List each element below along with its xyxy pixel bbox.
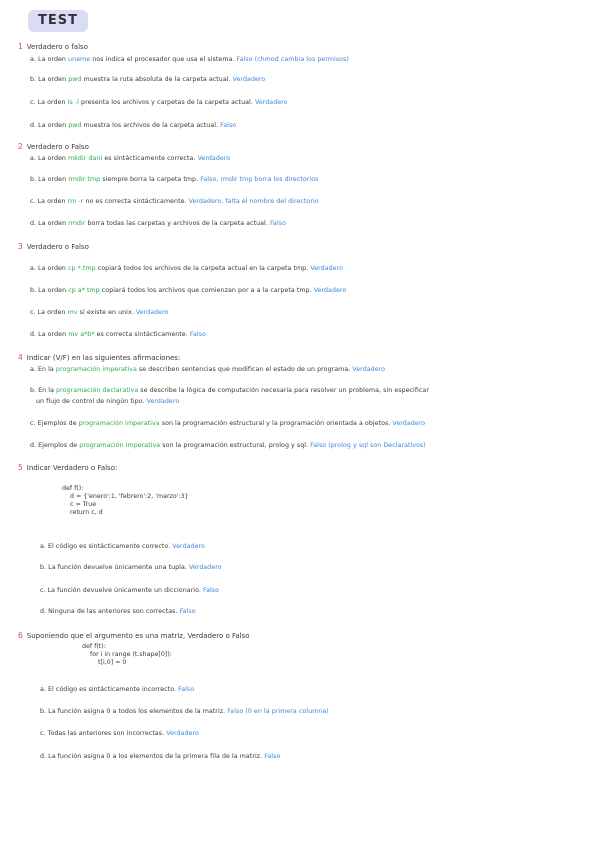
question-2-option-d: d. La orden rmdir borra todas las carpetas y archivos de la carpeta actual. Falso (30, 220, 287, 227)
question-1-option-b: b. La orden pwd muestra la ruta absoluta de la carpeta actual. Verdadero (30, 76, 266, 83)
question-2-heading: 2 Verdadero o Falso (18, 142, 89, 151)
question-number: 4 (18, 353, 23, 362)
question-4-option-d: d. Ejemplos de programación imperativa son la programación estructural, prolog y sql. Falso (prolog y sql son Declarativos) (30, 442, 426, 449)
question-number: 6 (18, 631, 23, 640)
question-6-code-block: def f(t): for i in range (t.shape[0]): t[i,0] = 0 (82, 643, 172, 666)
question-2-option-b: b. La orden rmdir tmp siempre borra la carpeta tmp. Falso, rmdir tmp borra los directorios (30, 176, 319, 183)
question-6-option-d: d. La función asigna 0 a los elementos de la primera fila de la matriz. Falso (40, 753, 281, 760)
question-5-option-a: a. El código es sintácticamente correcto. Verdadero (40, 543, 205, 550)
question-number: 2 (18, 142, 23, 151)
question-3-option-b: b. La orden cp a* tmp copiará todos los archivos que comienzan por a a la carpeta tmp. Verdadero (30, 287, 347, 294)
question-3-option-c: c. La orden mv sí existe en unix. Verdadero (30, 309, 169, 316)
question-1-option-a: a. La orden uname nos indica el procesador que usa el sistema. Falso (chmod cambia los permisos) (30, 56, 349, 63)
question-5-option-d: d. Ninguna de las anteriores son correctas. Falso (40, 608, 196, 615)
question-4-option-c: c. Ejemplos de programación imperativa son la programación estructural y la programación orientada a objetos. Verdadero (30, 420, 426, 427)
question-4-option-b-continued: un flujo de control de ningún tipo. Verdadero (36, 398, 180, 405)
question-number: 1 (18, 42, 23, 51)
question-1-heading: 1 Verdadero o falso (18, 42, 88, 51)
question-number: 3 (18, 242, 23, 251)
question-4-heading: 4 Indicar (V/F) en las siguientes afirmaciones: (18, 353, 181, 362)
question-1-option-c: c. La orden ls -l presenta los archivos y carpetas de la carpeta actual. Verdadero (30, 99, 288, 106)
question-4-option-b: b. En la programación declarativa se describe la lógica de computación necesaria para resolver un problema, sin especificar (30, 387, 429, 394)
question-4-option-a: a. En la programación imperativa se describen sentencias que modifican el estado de un programa. Verdadero (30, 366, 386, 373)
question-6-option-b: b. La función asigna 0 a todos los elementos de la matriz. Falso (0 en la primera columna) (40, 708, 329, 715)
question-1-option-d: d. La orden pwd muestra los archivos de la carpeta actual. Falso (30, 122, 237, 129)
question-5-code-block: def f(): d = {'enero':1, 'febrero':2, 'marzo':3} c = True return c, d (62, 485, 189, 516)
question-number: 5 (18, 463, 23, 472)
page-title: TEST (28, 10, 88, 32)
question-3-option-a: a. La orden cp *.tmp copiará todos los archivos de la carpeta actual en la carpeta tmp. Verdadero (30, 265, 344, 272)
question-3-heading: 3 Verdadero o Falso (18, 242, 89, 251)
question-5-option-b: b. La función devuelve únicamente una tupla. Verdadero (40, 564, 222, 571)
question-2-option-c: c. La orden rm -r no es correcta sintácticamente. Verdadero, falta el nombre del directorio (30, 198, 319, 205)
question-6-option-c: c. Todas las anteriores son incorrectas. Verdadero (40, 730, 199, 737)
question-5-option-c: c. La función devuelve únicamente un diccionario. Falso (40, 587, 220, 594)
question-6-heading: 6 Suponiendo que el argumento es una matriz, Verdadero o Falso (18, 631, 250, 640)
question-2-option-a: a. La orden mkdir dani es sintácticamente correcta. Verdadero (30, 155, 231, 162)
question-3-option-d: d. La orden mv a*b* es correcta sintácticamente. Falso (30, 331, 206, 338)
question-6-option-a: a. El código es sintácticamente incorrecto. Falso (40, 686, 195, 693)
question-5-heading: 5 Indicar Verdadero o Falso: (18, 463, 118, 472)
